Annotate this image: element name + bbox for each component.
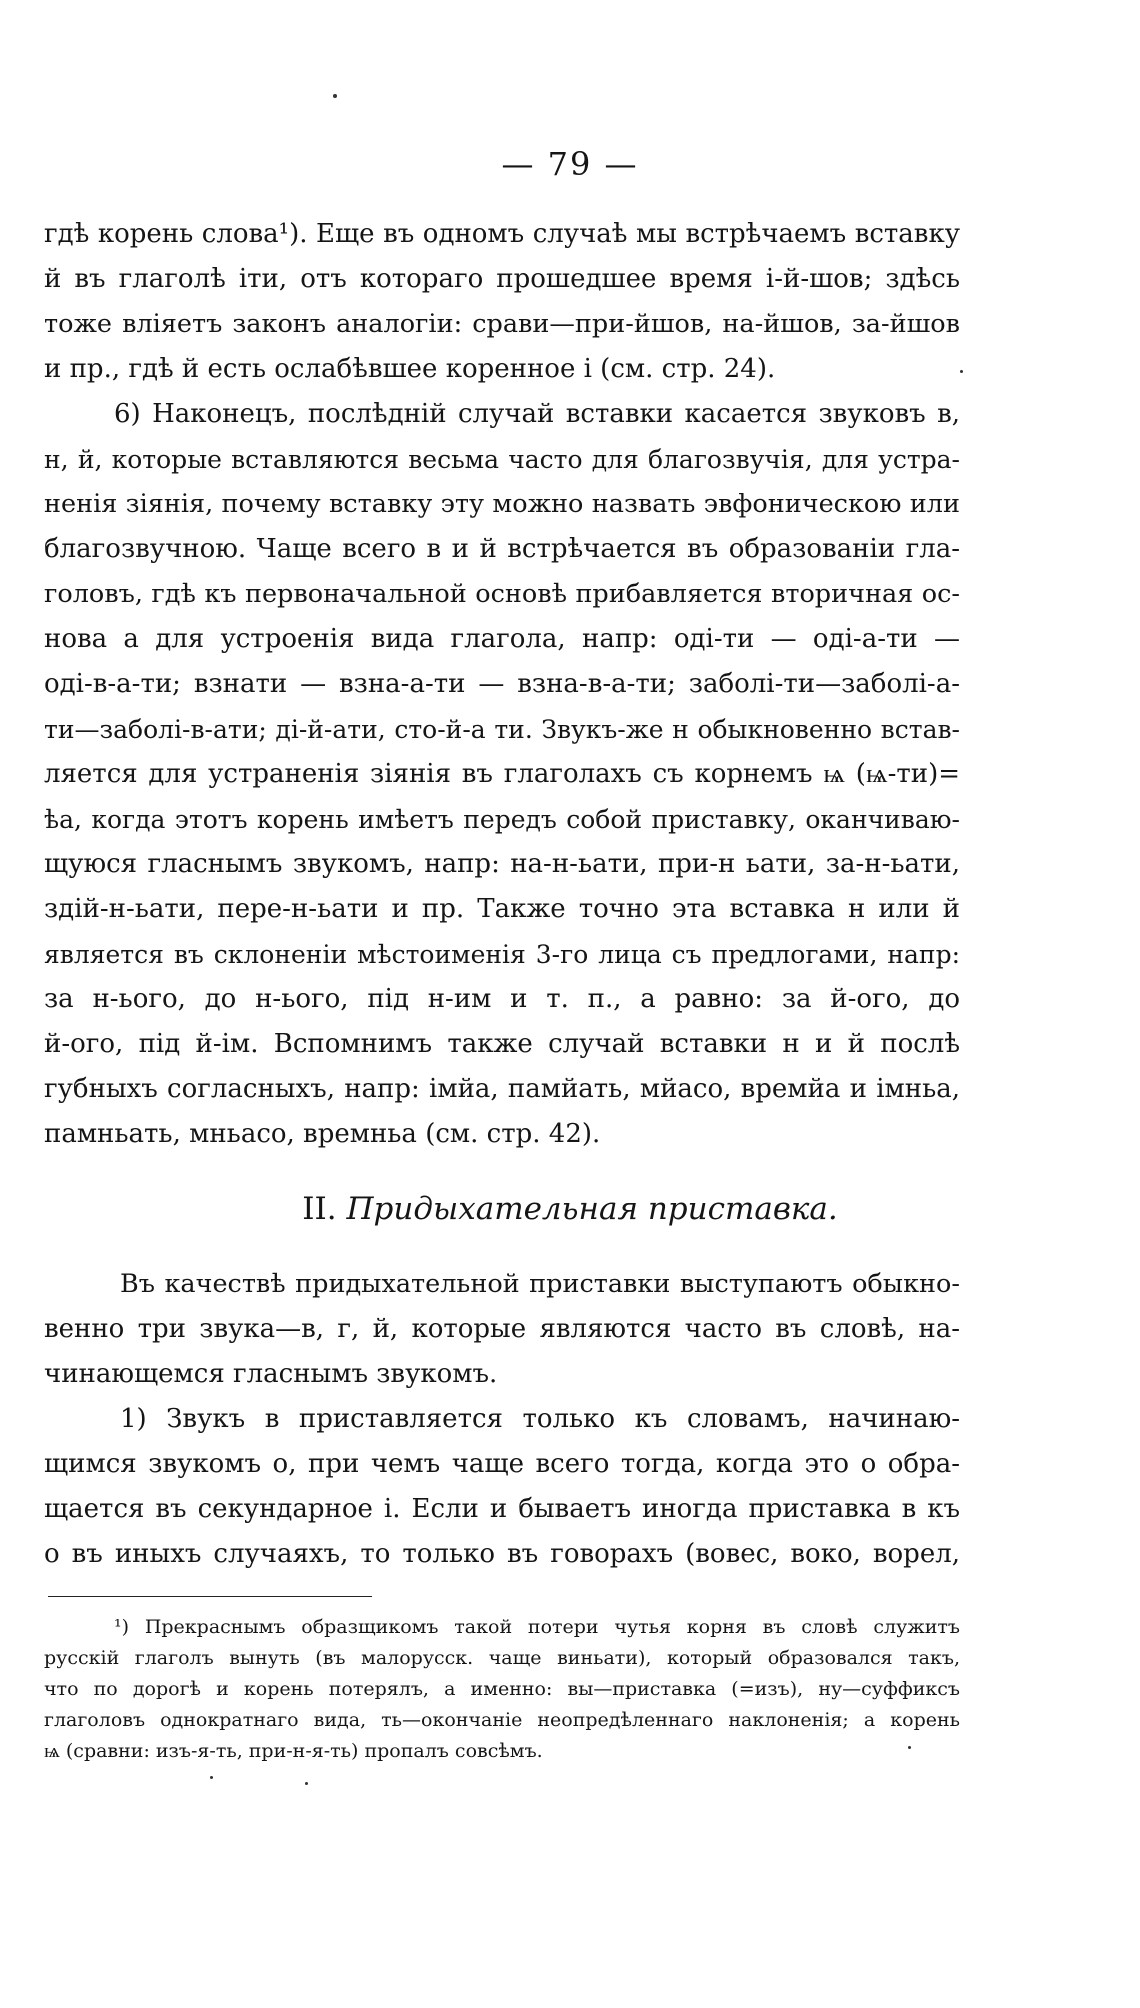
text-line: 6) Наконецъ, послѣдній случай вставки касается звуковъ в, [114, 399, 960, 429]
text-line: н, й, которые вставляются весьма часто для благозвучія, для устра- [44, 445, 960, 474]
text-line: о въ иныхъ случаяхъ, то только въ говорахъ (вовес, воко, ворел, [44, 1539, 960, 1569]
text-line: памньать, мньасо, времньа (см. стр. 42). [44, 1119, 601, 1149]
footnote-line: что по дорогѣ и корень потерялъ, а именно: вы—приставка (=изъ), ну—суффиксъ [44, 1678, 960, 1700]
text-line: ненія зіянія, почему вставку эту можно назвать эвфоническою или [44, 489, 960, 519]
paragraph-4 [44, 1397, 960, 1577]
text-line: нова а для устроенія вида глагола, напр: оді-ти — оді-а-ти — [44, 624, 960, 654]
paragraph-2 [44, 392, 960, 1157]
section-numeral: II. [302, 1191, 337, 1227]
print-speck [333, 94, 337, 98]
text-line: гдѣ корень слова¹). Еще въ одномъ случаѣ мы встрѣчаемъ вставку [44, 219, 960, 249]
print-speck [908, 1746, 911, 1749]
text-line: благозвучною. Чаще всего в и й встрѣчается въ образованіи гла- [44, 534, 960, 564]
section-title: Придыхательная приставка. [346, 1191, 838, 1227]
footnote-line: ѩ (сравни: изъ-я-ть, при-н-я-ть) пропалъ совсѣмъ. [44, 1740, 543, 1762]
text-line: щуюся гласнымъ звукомъ, напр: на-н-ьати, при-н ьати, за-н-ьати, [44, 849, 960, 879]
paragraph-3 [44, 1262, 960, 1397]
section-heading [0, 1191, 1140, 1227]
section-text [44, 1262, 960, 1577]
text-line: чинающемся гласнымъ звукомъ. [44, 1359, 498, 1389]
page-number: — 79 — [501, 145, 639, 183]
print-speck [305, 1782, 308, 1785]
text-line: является въ склоненіи мѣстоименія 3-го лица съ предлогами, напр: [44, 940, 960, 969]
text-line: й въ глаголѣ іти, отъ котораго прошедшее время і-й-шов; здѣсь [44, 264, 960, 294]
text-line: й-ого, під й-ім. Вспомнимъ также случай вставки н и й послѣ [44, 1029, 960, 1059]
text-line: здій-н-ьати, пере-н-ьати и пр. Также точно эта вставка н или й [44, 894, 960, 924]
paragraph-1 [44, 212, 960, 392]
footnote-divider [48, 1596, 372, 1597]
text-line: ѣа, когда этотъ корень имѣетъ передъ собой приставку, оканчиваю- [44, 805, 960, 834]
text-line: за н-ього, до н-ього, під н-им и т. п., а равно: за й-ого, до [44, 984, 960, 1014]
text-line: и пр., гдѣ й есть ослабѣвшее коренное і (см. стр. 24). [44, 354, 776, 384]
footnote-line: русскій глаголъ вынуть (въ малорусск. чаще виньати), который образовался такъ, [44, 1647, 960, 1669]
text-line: тоже вліяетъ законъ аналогіи: срави—при-йшов, на-йшов, за-йшов [44, 309, 960, 339]
text-line: венно три звука—в, г, й, которые являются часто въ словѣ, на- [44, 1314, 960, 1344]
main-text [44, 212, 960, 1157]
text-line: ти—заболі-в-ати; ді-й-ати, сто-й-а ти. Звукъ-же н обыкновенно встав- [44, 715, 960, 744]
print-speck [960, 370, 963, 373]
footnote-line: ¹) Прекраснымъ образщикомъ такой потери чутья корня въ словѣ служитъ [114, 1616, 960, 1638]
footnote [44, 1612, 960, 1767]
text-line: головъ, гдѣ къ первоначальной основѣ прибавляется вторичная ос- [44, 579, 960, 609]
text-line: 1) Звукъ в приставляется только къ словамъ, начинаю- [120, 1404, 960, 1434]
footnote-line: глаголовъ однократнаго вида, ть—окончаніе неопредѣленнаго наклоненія; а корень [44, 1709, 960, 1731]
text-line: Въ качествѣ придыхательной приставки выступаютъ обыкно- [120, 1269, 960, 1299]
text-line: ляется для устраненія зіянія въ глаголахъ съ корнемъ ѩ (ѩ-ти)= [44, 759, 960, 789]
print-speck [210, 1776, 213, 1779]
text-line: щимся звукомъ о, при чемъ чаще всего тогда, когда это о обра- [44, 1449, 960, 1479]
text-line: оді-в-а-ти; взнати — взна-а-ти — взна-в-а-ти; заболі-ти—заболі-а- [44, 669, 960, 699]
text-line: щается въ секундарное і. Если и бываетъ иногда приставка в къ [44, 1494, 960, 1524]
text-line: губныхъ согласныхъ, напр: імйа, памйать, мйасо, времйа и імньа, [44, 1074, 960, 1104]
